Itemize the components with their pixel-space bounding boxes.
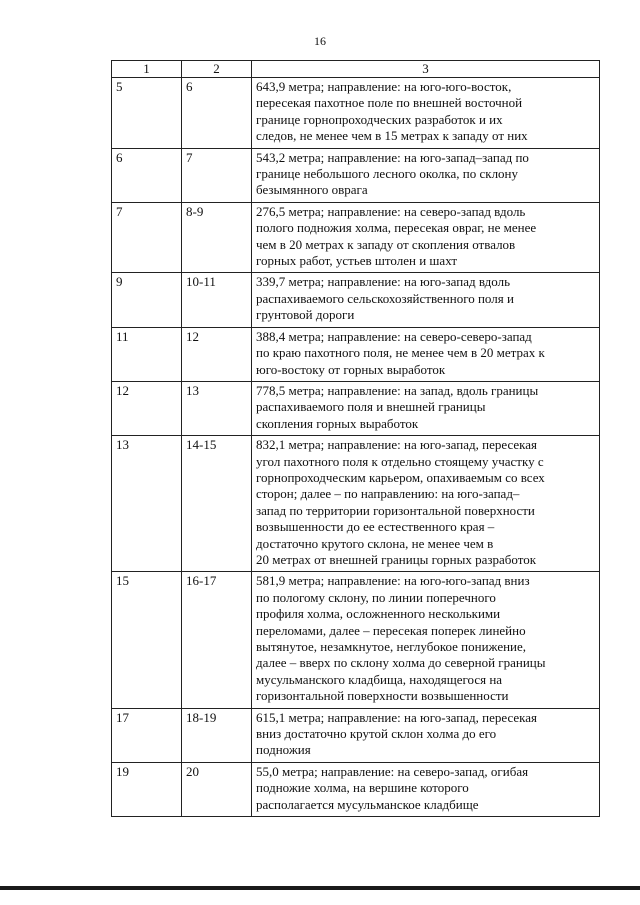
description-line: подножие холма, на вершине которого: [256, 780, 469, 796]
cell-from-point: 5: [112, 78, 182, 149]
cell-from-point: 12: [112, 381, 182, 435]
cell-to-point: 16-17: [182, 572, 252, 708]
cell-description: [252, 436, 600, 572]
description-line: горнопроходческим карьером, опахиваемым со всех: [256, 469, 545, 485]
description-line: 643,9 метра; направление: на юго-юго-восток,: [256, 79, 512, 94]
description-line: по пологому склону, по линии поперечного: [256, 589, 496, 605]
description-line: границе небольшого лесного околка, по склону: [256, 166, 519, 182]
description-line: следов, не менее чем в 15 метрах к западу от них: [256, 128, 528, 144]
cell-description: [252, 202, 600, 273]
description-line: профиля холма, осложненного несколькими: [256, 606, 501, 622]
description-line: достаточно крутого склона, не менее чем в: [256, 535, 494, 551]
description-line: грунтовой дороги: [256, 307, 355, 323]
cell-description: [252, 78, 600, 149]
boundary-table: [111, 60, 600, 817]
description-line: 20 метрах от внешней границы горных разработок: [256, 551, 537, 567]
description-line: пересекая пахотное поле по внешней восточной: [256, 95, 523, 111]
table-row: [112, 381, 600, 435]
table-row: [112, 327, 600, 381]
description-line: 581,9 метра; направление: на юго-юго-запад вниз: [256, 573, 530, 589]
cell-from-point: 19: [112, 762, 182, 816]
cell-to-point: 14-15: [182, 436, 252, 572]
table-row: [112, 202, 600, 273]
cell-to-point: 13: [182, 381, 252, 435]
description-line: скопления горных выработок: [256, 415, 419, 431]
description-line: переломами, далее – пересекая поперек линейно: [256, 622, 526, 638]
cell-from-point: 7: [112, 202, 182, 273]
table-row: [112, 148, 600, 202]
description-line: границе горнопроходческих разработок и их: [256, 111, 503, 127]
cell-to-point: 12: [182, 327, 252, 381]
cell-description: [252, 327, 600, 381]
description-line: по краю пахотного поля, не менее чем в 20 метрах к: [256, 345, 545, 361]
description-line: 55,0 метра; направление: на северо-запад, огибая: [256, 763, 529, 779]
cell-description: [252, 381, 600, 435]
table-row: [112, 436, 600, 572]
header-col-3: 3: [252, 61, 600, 78]
cell-from-point: 6: [112, 148, 182, 202]
description-line: распахиваемого поля и внешней границы: [256, 399, 486, 415]
header-col-1: 1: [112, 61, 182, 78]
description-line: угол пахотного поля к отдельно стоящему участку с: [256, 453, 544, 469]
cell-from-point: 13: [112, 436, 182, 572]
description-line: безымянного оврага: [256, 182, 368, 198]
description-line: возвышенности до ее естественного края –: [256, 519, 495, 535]
bottom-border-bar: [0, 886, 640, 890]
description-line: запад по территории горизонтальной поверхности: [256, 502, 535, 518]
cell-description: [252, 572, 600, 708]
cell-from-point: 9: [112, 273, 182, 327]
cell-description: [252, 273, 600, 327]
description-line: сторон; далее – по направлению: на юго-запад–: [256, 486, 520, 502]
description-line: горных работ, устьев штолен и шахт: [256, 253, 458, 269]
description-line: 778,5 метра; направление: на запад, вдоль границы: [256, 382, 539, 398]
description-line: располагается мусульманское кладбище: [256, 796, 479, 812]
table-row: [112, 708, 600, 762]
cell-description: [252, 148, 600, 202]
description-line: 276,5 метра; направление: на северо-запад вдоль: [256, 203, 526, 219]
description-line: вытянутое, незамкнутое, неглубокое понижение,: [256, 639, 527, 654]
description-line: юго-востоку от горных выработок: [256, 361, 446, 377]
cell-from-point: 17: [112, 708, 182, 762]
description-line: далее – вверх по склону холма до северной границы: [256, 655, 546, 671]
cell-to-point: 8-9: [182, 202, 252, 273]
header-col-2: 2: [182, 61, 252, 78]
table-body: [112, 78, 600, 817]
description-line: горизонтальной поверхности возвышенности: [256, 688, 509, 704]
description-line: подножия: [256, 742, 311, 758]
description-line: 339,7 метра; направление: на юго-запад вдоль: [256, 274, 511, 290]
description-line: 615,1 метра; направление: на юго-запад, пересекая: [256, 709, 538, 725]
page-number: 16: [314, 34, 326, 48]
cell-to-point: 20: [182, 762, 252, 816]
table-row: [112, 273, 600, 327]
description-line: чем в 20 метрах к западу от скопления отвалов: [256, 236, 516, 252]
table-header-row: [112, 61, 600, 78]
description-line: 543,2 метра; направление: на юго-запад–запад по: [256, 149, 529, 165]
table-row: [112, 78, 600, 149]
description-line: мусульманского кладбища, находящегося на: [256, 671, 503, 687]
cell-to-point: 18-19: [182, 708, 252, 762]
cell-from-point: 15: [112, 572, 182, 708]
table-row: [112, 572, 600, 708]
description-line: распахиваемого сельскохозяйственного поля и: [256, 290, 514, 306]
cell-to-point: 7: [182, 148, 252, 202]
cell-from-point: 11: [112, 327, 182, 381]
cell-description: [252, 708, 600, 762]
description-line: 388,4 метра; направление: на северо-северо-запад: [256, 328, 532, 344]
description-line: 832,1 метра; направление: на юго-запад, пересекая: [256, 437, 538, 453]
table-row: [112, 762, 600, 816]
cell-to-point: 10-11: [182, 273, 252, 327]
description-line: вниз достаточно крутой склон холма до его: [256, 726, 497, 742]
description-line: полого подножия холма, пересекая овраг, не менее: [256, 220, 537, 236]
cell-description: [252, 762, 600, 816]
cell-to-point: 6: [182, 78, 252, 149]
